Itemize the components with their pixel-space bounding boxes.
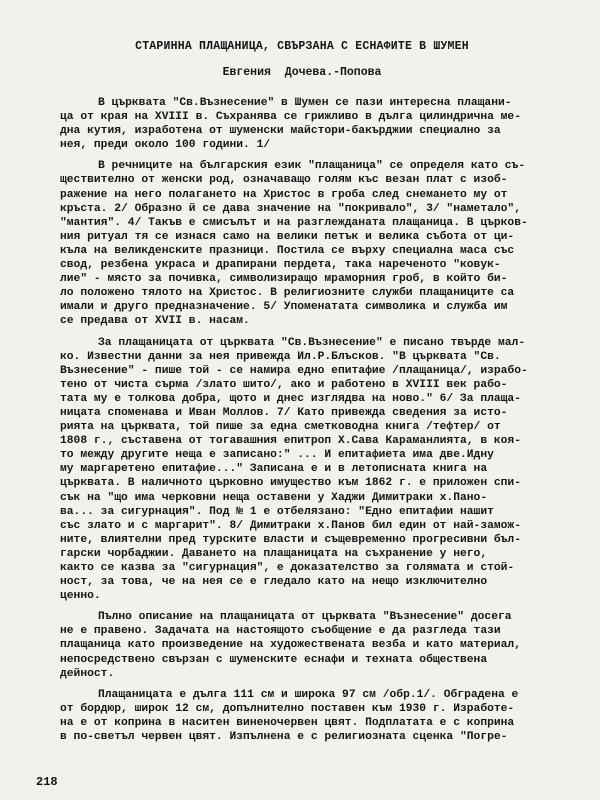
paragraph (60, 159, 544, 328)
text-line: му маргаретено епитафие..." Записана е и в летописната книга на (60, 463, 488, 476)
text-line: църквата. В наличното църковно имущество към 1862 г. е приложен спи- (60, 477, 521, 490)
text-line: в по-светъл червен цвят. Изпълнена е с религиозната сценка "Погре- (60, 731, 508, 744)
text-line: имали и друго предназначение. 5/ Упоменатата символика и служба им (60, 301, 508, 314)
text-line: Възнесение" - пише той - се намира едно епитафие /плащаница/, израбо- (60, 364, 528, 377)
text-line: свод, резбена украса и драпирани пердета, така нареченото "ковук- (60, 259, 501, 272)
text-line: дна кутия, изработена от шуменски майстори-бакърджии специално за (60, 125, 501, 138)
text-line: ражение на него полагането на Христос в гроба след снемането му от (60, 188, 508, 201)
author-name: Евгения Дочева.-Попова (222, 66, 382, 79)
text-line: ницата споменава и Иван Моллов. 7/ Като привежда сведения за исто- (60, 406, 508, 419)
text-line: то между другите неща е записано:" ... И епитафиета има две.Идну (60, 449, 494, 462)
text-line: ко. Известни данни за нея привежда Ил.Р.Блъсков. "В църквата "Св. (60, 350, 501, 363)
text-line: не е правено. Задачата на настоящото съобщение е да разгледа тази (60, 625, 501, 638)
paragraph (60, 688, 544, 744)
text-line: от бордюр, широк 12 см, допълнително поставен към 1930 г. Изработе- (60, 702, 515, 715)
text-line: Плащаницата е дълга 111 см и широка 97 см /обр.1/. Обградена е (98, 688, 519, 701)
text-line: Пълно описание на плащаницата от църквата "Възнесение" досега (98, 611, 512, 624)
text-line: ществително от женски род, означаващо голям къс везан плат с изоб- (60, 174, 508, 187)
text-line: В църквата "Св.Възнесение" в Шумен се пази интересна плащани- (98, 97, 512, 109)
text-line: ло положено тялото на Христос. В религиозните служби плащаниците са (60, 287, 515, 300)
page-number: 218 (36, 775, 58, 789)
text-line: ност, за това, че на нея се е гледало като на нещо изключително (60, 576, 488, 589)
text-line: "мантия". 4/ Такъв е смисълът и на разглежданата плащаница. В църков- (60, 216, 528, 229)
text-line: ния ритуал тя се изнася само на велики петък и велика събота от ци- (60, 230, 515, 243)
text-line: дейност. (60, 667, 115, 680)
text-line: ва... за сигурнация". Под № 1 е отбелязано: "Едно епитафии нашит (60, 505, 494, 518)
text-line: непосредствено свързан с шуменските еснафи и техната обществена (60, 653, 488, 666)
text-line: както се казва за "сигурнация", е доказателство за голямата и стой- (60, 562, 515, 574)
text-line: лие" - място за почивка, символизиращо мраморния гроб, в който би- (60, 273, 508, 286)
text-line: тено от чиста сърма /злато шито/, ако и работено в XVIII век рабо- (60, 378, 508, 391)
text-line: плащаница като произведение на художествената везба и като материал, (60, 639, 521, 652)
paragraph (60, 336, 544, 604)
text-line: ценно. (60, 590, 101, 603)
text-line: сък на "що има черковни неща оставени у Хаджи Димитраки х.Пано- (60, 491, 488, 504)
text-line: ните, влиятелни пред турските власти и същевременно прогресивни бъл- (60, 533, 521, 546)
article-body (60, 96, 544, 744)
text-line: тата му е толкова добра, щото и днес изглядва на ново." 6/ За плаща- (60, 392, 521, 405)
text-line: За плащаницата от църквата "Св.Възнесение" е писано твърде мал- (98, 336, 526, 349)
document-title: СТАРИННА ПЛАЩАНИЦА, СВЪРЗАНА С ЕСНАФИТЕ В ШУМЕН (135, 40, 469, 53)
text-line: В речниците на българския език "плащаница" се определя като съ- (98, 160, 526, 173)
text-line: гарски чорбаджии. Даването на плащаницата на съхранение у него, (60, 547, 488, 560)
text-line: се предава от XVII в. насам. (60, 315, 250, 328)
paragraph (60, 96, 544, 152)
text-line: кръста. 2/ Образно й се дава значение на "покривало", 3/ "наметало", (60, 202, 521, 215)
text-line: със злато и с маргарит". 8/ Димитраки х.Панов бил един от най-замож- (60, 519, 521, 532)
text-line: рията на църквата, той пише за една сметководна книга /тефтер/ от (60, 421, 501, 434)
text-line: нея, преди около 100 години. 1/ (60, 139, 271, 152)
paragraph (60, 610, 544, 680)
text-line: къла на великденските празници. Постила се върху специална маса със (60, 244, 515, 257)
text-line: 1808 г., съставена от тогавашния епитроп Х.Сава Караманлията, в коя- (60, 435, 521, 448)
text-line: на е от коприна в наситен виненочервен цвят. Подплатата е с коприна (60, 716, 515, 729)
text-line: ца от края на XVIII в. Съхранява се грижливо в дълга цилиндрична ме- (60, 111, 521, 124)
